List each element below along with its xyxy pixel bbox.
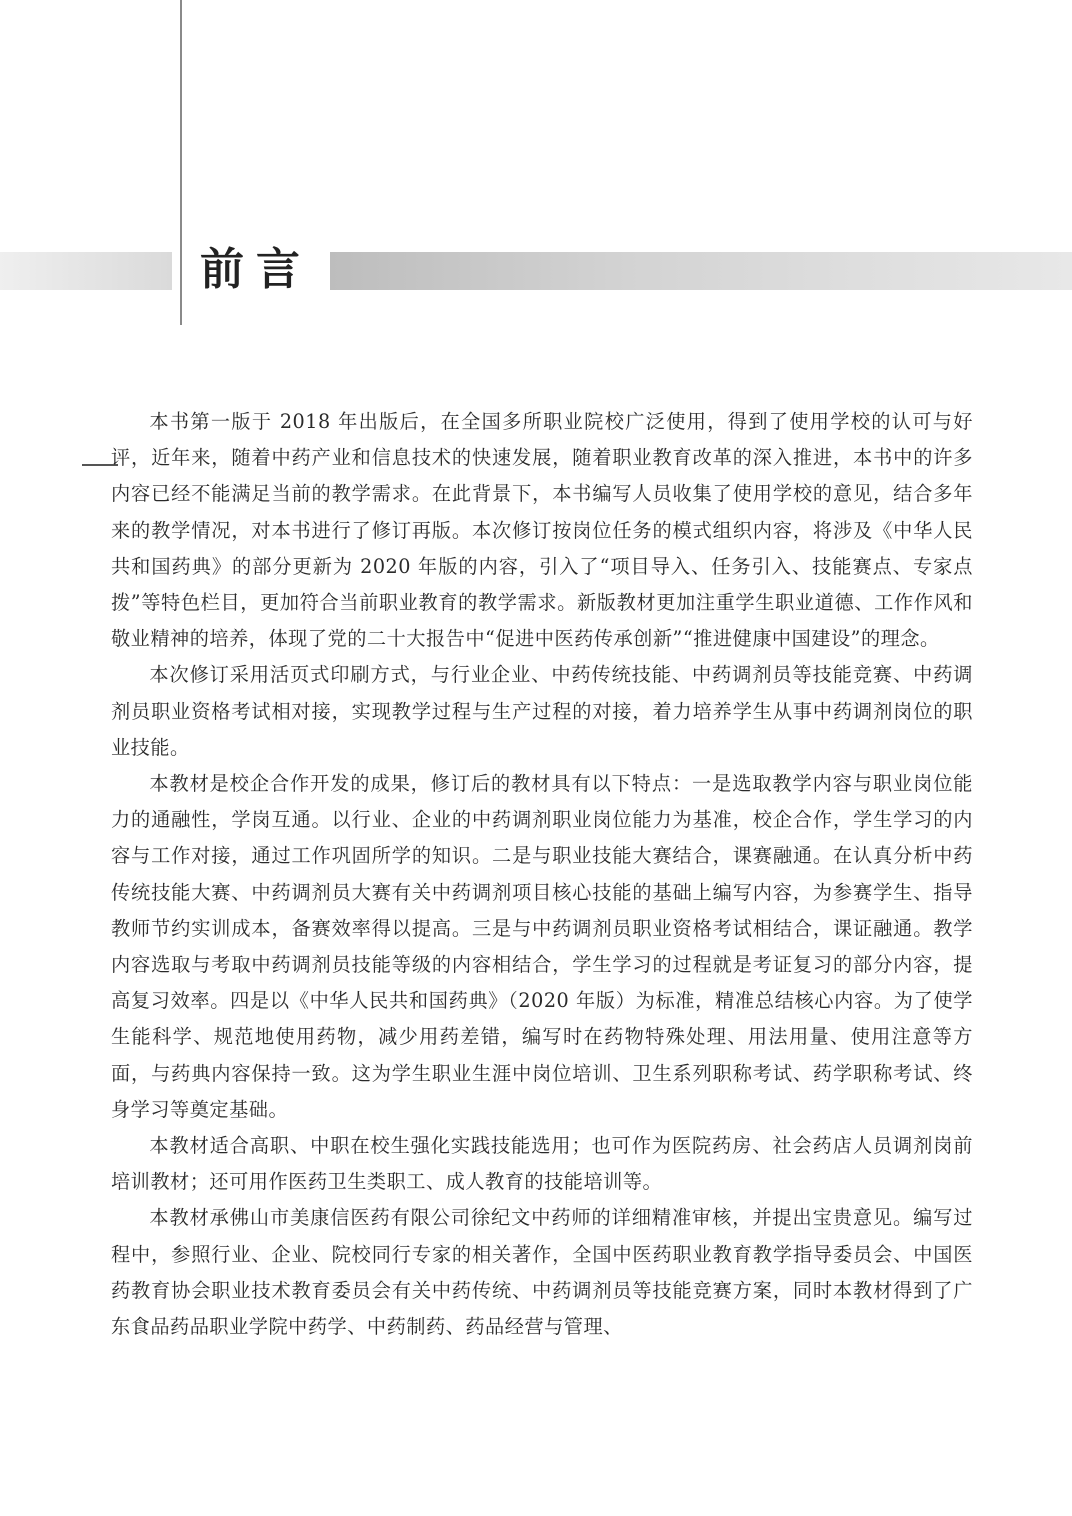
vertical-rule [180, 0, 182, 325]
page-title: 前言 [200, 244, 312, 295]
body-text [111, 404, 973, 1345]
paragraph: 本教材承佛山市美康信医药有限公司徐纪文中药师的详细精准审核，并提出宝贵意见。编写过程中，参照行业、企业、院校同行专家的相关著作，全国中医药职业教育教学指导委员会、中国医药教育协会职业技术教育委员会有关中药传统、中药调剂员等技能竞赛方案，同时本教材得到了广东食品药品职业学院中药学、中药制药、药品经营与管理、 [111, 1206, 973, 1339]
header-band-right [330, 252, 1072, 290]
paragraph: 本教材是校企合作开发的成果，修订后的教材具有以下特点：一是选取教学内容与职业岗位能力的通融性，学岗互通。以行业、企业的中药调剂职业岗位能力为基准，校企合作，学生学习的内容与工作对接，通过工作巩固所学的知识。二是与职业技能大赛结合，课赛融通。在认真分析中药传统技能大赛、中药调剂员大赛有关中药调剂项目核心技能的基础上编写内容，为参赛学生、指导教师节约实训成本，备赛效率得以提高。三是与中药调剂员职业资格考试相结合，课证融通。教学内容选取与考取中药调剂员技能等级的内容相结合，学生学习的过程就是考证复习的部分内容，提高复习效率。四是以《中华人民共和国药典》（2020 年版）为标准，精准总结核心内容。为了使学生能科学、规范地使用药物，减少用药差错，编写时在药物特殊处理、用法用量、使用注意等方面，与药典内容保持一致。这为学生职业生涯中岗位培训、卫生系列职称考试、药学职称考试、终身学习等奠定基础。 [111, 772, 973, 1121]
paragraph: 本书第一版于 2018 年出版后，在全国多所职业院校广泛使用，得到了使用学校的认可与好评，近年来，随着中药产业和信息技术的快速发展，随着职业教育改革的深入推进，本书中的许多内容已经不能满足当前的教学需求。在此背景下，本书编写人员收集了使用学校的意见，结合多年来的教学情况，对本书进行了修订再版。本次修订按岗位任务的模式组织内容，将涉及《中华人民共和国药典》的部分更新为 2020 年版的内容，引入了“项目导入、任务引入、技能赛点、专家点拨”等特色栏目，更加符合当前职业教育的教学需求。新版教材更加注重学生职业道德、工作作风和敬业精神的培养，体现了党的二十大报告中“促进中医药传承创新”“推进健康中国建设”的理念。 [111, 410, 973, 651]
paragraph: 本次修订采用活页式印刷方式，与行业企业、中药传统技能、中药调剂员等技能竞赛、中药调剂员职业资格考试相对接，实现教学过程与生产过程的对接，着力培养学生从事中药调剂岗位的职业技能。 [111, 663, 973, 759]
paragraph: 本教材适合高职、中职在校生强化实践技能选用；也可作为医院药房、社会药店人员调剂岗前培训教材；还可用作医药卫生类职工、成人教育的技能培训等。 [111, 1134, 973, 1194]
header-band-left [0, 252, 172, 290]
